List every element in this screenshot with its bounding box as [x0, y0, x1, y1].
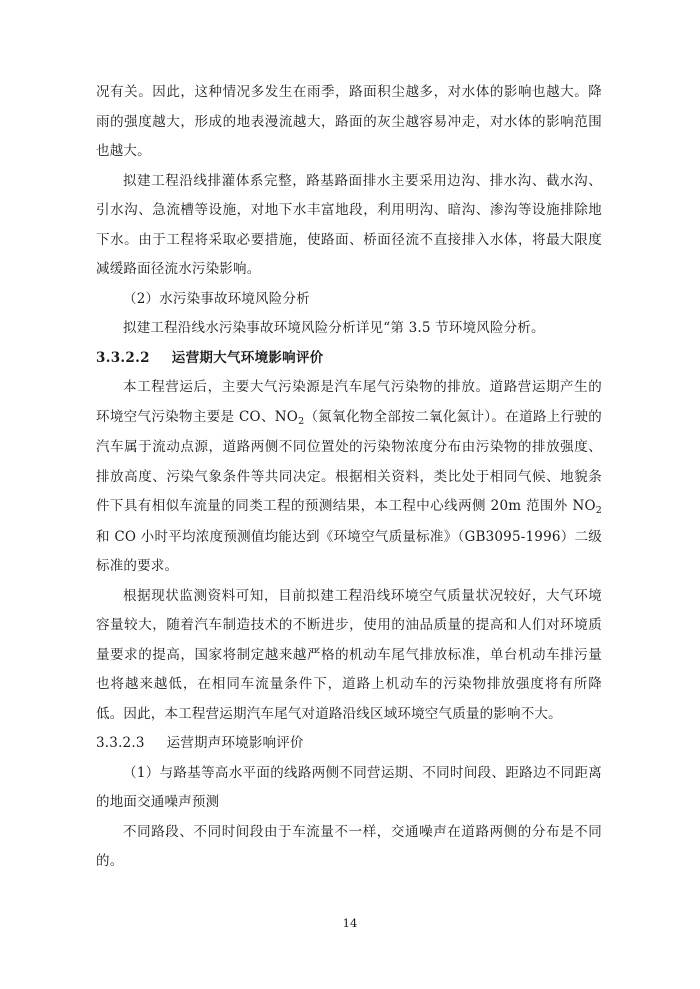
section-title-3-3-2-3: 运营期声环境影响评价 — [166, 735, 304, 751]
document-body — [96, 78, 602, 877]
paragraph-noise-prediction-heading: （1）与路基等高水平面的线路两侧不同营运期、不同时间段、距路边不同距离的地面交通噪声预测 — [96, 764, 602, 810]
paragraph-air-quality-outlook: 根据现状监测资料可知，目前拟建工程沿线环境空气质量状况较好，大气环境容量较大，随着汽车制造技术的不断进步，使用的油品质量的提高和人们对环境质量要求的提高，国家将制定越来越严格的机动车尾气排放标准，单台机动车排污量也将越来越低，在相同车流量条件下，道路上机动车的污染物排放强度将有所降低。因此，本工程营运期汽车尾气对道路沿线区域环境空气质量的影响不大。 — [96, 587, 602, 722]
paragraph-drainage-system: 拟建工程沿线排灌体系完整，路基路面排水主要采用边沟、排水沟、截水沟、引水沟、急流槽等设施，对地下水丰富地段，利用明沟、暗沟、渗沟等设施排除地下水。由于工程将采取必要措施，使路面、桥面径流不直接排入水体，将最大限度减缓路面径流水污染影响。 — [96, 172, 602, 277]
paragraph-intro-runoff: 况有关。因此，这种情况多发生在雨季，路面积尘越多，对水体的影响也越大。降雨的强度越大，形成的地表漫流越大，路面的灰尘越容易冲走，对水体的影响范围也越大。 — [96, 84, 602, 159]
paragraph-water-risk-reference: 拟建工程沿线水污染事故环境风险分析详见“第 3.5 节环境风险分析。 — [123, 320, 545, 336]
section-heading-3-3-2-2 — [96, 344, 602, 374]
page-number: 14 — [342, 916, 358, 930]
section-heading-3-3-2-3 — [96, 729, 602, 759]
paragraph-air-pollutants: 本工程营运后，主要大气污染源是汽车尾气污染物的排放。道路营运期产生的环境空气污染物主要是 CO、$NO_2$（氮氧化物全部按二氧化氮计）。在道路上行驶的汽车属于流动点源，道路两侧不同位置处的污染物浓度分布由污染物的排放强度、排放高度、污染气象条件等共同决定。根据相关资料，类比处于相同气候、地貌条件下具有相似车流量的同类工程的预测结果，本工程中心线两侧 20m 范围外 $NO_2$ 和 CO 小时平均浓度预测值均能达到《环境空气质量标准》（GB3095-1996）二级标准的要求。 — [96, 379, 602, 574]
section-number-3-3-2-2: 3.3.2.2 — [96, 349, 150, 366]
section-title-3-3-2-2: 运营期大气环境影响评价 — [171, 349, 324, 366]
section-number-3-3-2-3: 3.3.2.3 — [96, 735, 145, 751]
paragraph-water-risk-heading: （2）水污染事故环境风险分析 — [123, 290, 310, 307]
paragraph-noise-distribution: 不同路段、不同时间段由于车流量不一样，交通噪声在道路两侧的分布是不同的。 — [96, 823, 602, 869]
subscript: 2 — [595, 505, 602, 516]
subscript: 2 — [298, 415, 305, 427]
